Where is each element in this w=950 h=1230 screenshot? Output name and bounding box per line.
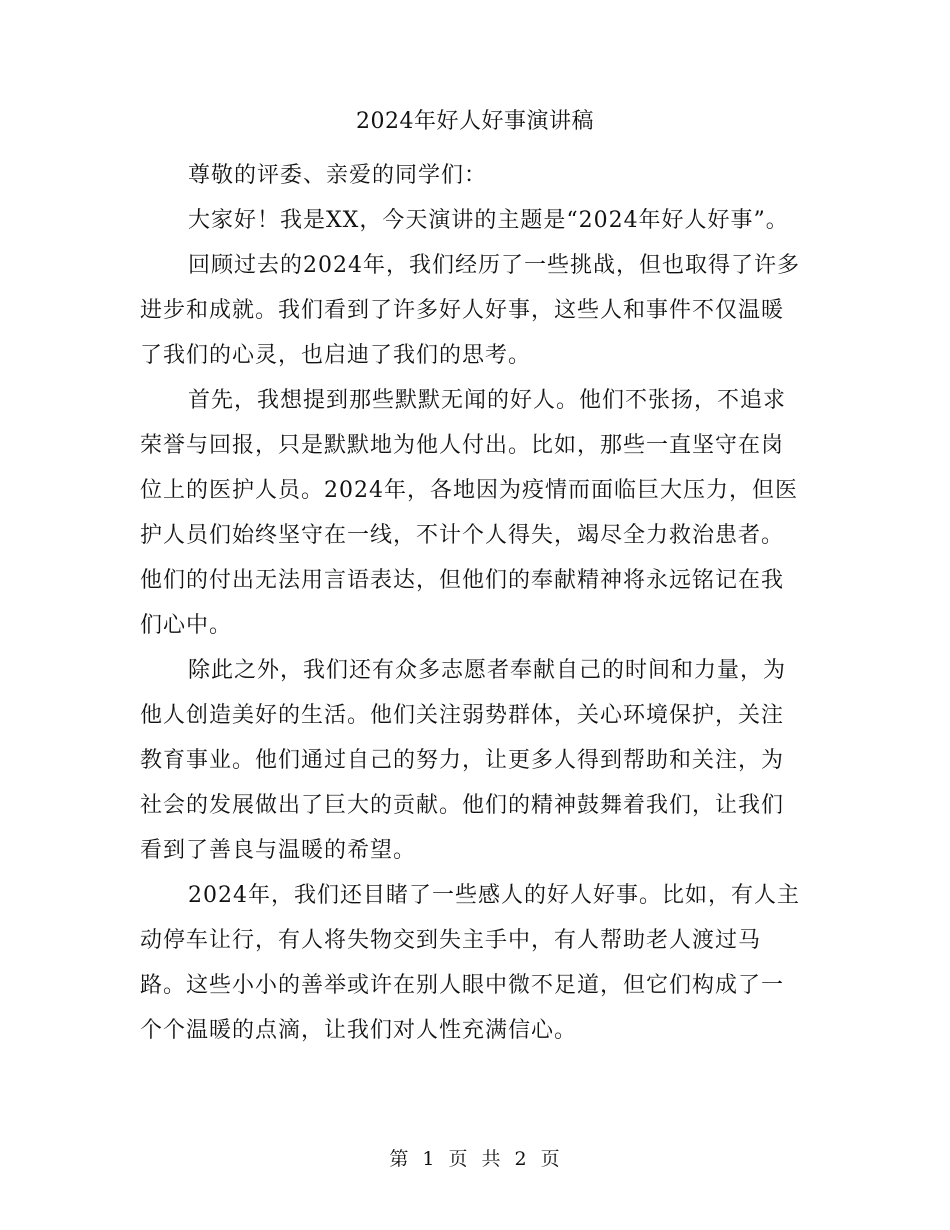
text-line: 了我们的心灵，也启迪了我们的思考。 — [140, 343, 532, 368]
text-line: 大家好！我是XX，今天演讲的主题是“2024年好人好事”。 — [188, 208, 789, 233]
text-line: 社会的发展做出了巨大的贡献。他们的精神鼓舞着我们，让我们 — [140, 793, 785, 818]
paragraph-medical-workers — [140, 378, 810, 648]
text-line: 动停车让行，有人将失物交到失主手中，有人帮助老人渡过马 — [140, 928, 762, 953]
text-line: 回顾过去的2024年，我们经历了一些挑战，但也取得了许多 — [188, 253, 800, 278]
text-line: 位上的医护人员。2024年，各地因为疫情而面临巨大压力，但医 — [140, 478, 798, 503]
text-line: 他人创造美好的生活。他们关注弱势群体，关心环境保护，关注 — [140, 703, 785, 728]
text-line: 除此之外，我们还有众多志愿者奉献自己的时间和力量，为 — [188, 658, 787, 683]
text-line: 们心中。 — [140, 613, 233, 638]
paragraph-review — [140, 243, 810, 378]
text-line: 个个温暖的点滴，让我们对人性充满信心。 — [140, 1018, 578, 1043]
paragraph-greeting — [140, 153, 810, 198]
text-line: 尊敬的评委、亲爱的同学们： — [188, 163, 488, 188]
text-line: 护人员们始终坚守在一线，不计个人得失，竭尽全力救治患者。 — [140, 523, 785, 548]
document-title: 2024年好人好事演讲稿 — [356, 109, 594, 134]
paragraph-kind-deeds — [140, 873, 810, 1053]
text-line: 教育事业。他们通过自己的努力，让更多人得到帮助和关注，为 — [140, 748, 785, 773]
paragraph-volunteers — [140, 648, 810, 873]
text-line: 看到了善良与温暖的希望。 — [140, 838, 417, 863]
paragraph-intro — [140, 198, 810, 243]
text-line: 路。这些小小的善举或许在别人眼中微不足道，但它们构成了一 — [140, 973, 785, 998]
text-line: 首先，我想提到那些默默无闻的好人。他们不张扬，不追求 — [188, 388, 787, 413]
page-number-footer: 第 1 页 共 2 页 — [389, 1148, 561, 1170]
text-line: 他们的付出无法用言语表达，但他们的奉献精神将永远铭记在我 — [140, 568, 785, 593]
text-line: 2024年，我们还目睹了一些感人的好人好事。比如，有人主 — [188, 883, 800, 908]
text-line: 荣誉与回报，只是默默地为他人付出。比如，那些一直坚守在岗 — [140, 433, 785, 458]
text-line: 进步和成就。我们看到了许多好人好事，这些人和事件不仅温暖 — [140, 298, 785, 323]
document-body — [140, 153, 810, 1053]
